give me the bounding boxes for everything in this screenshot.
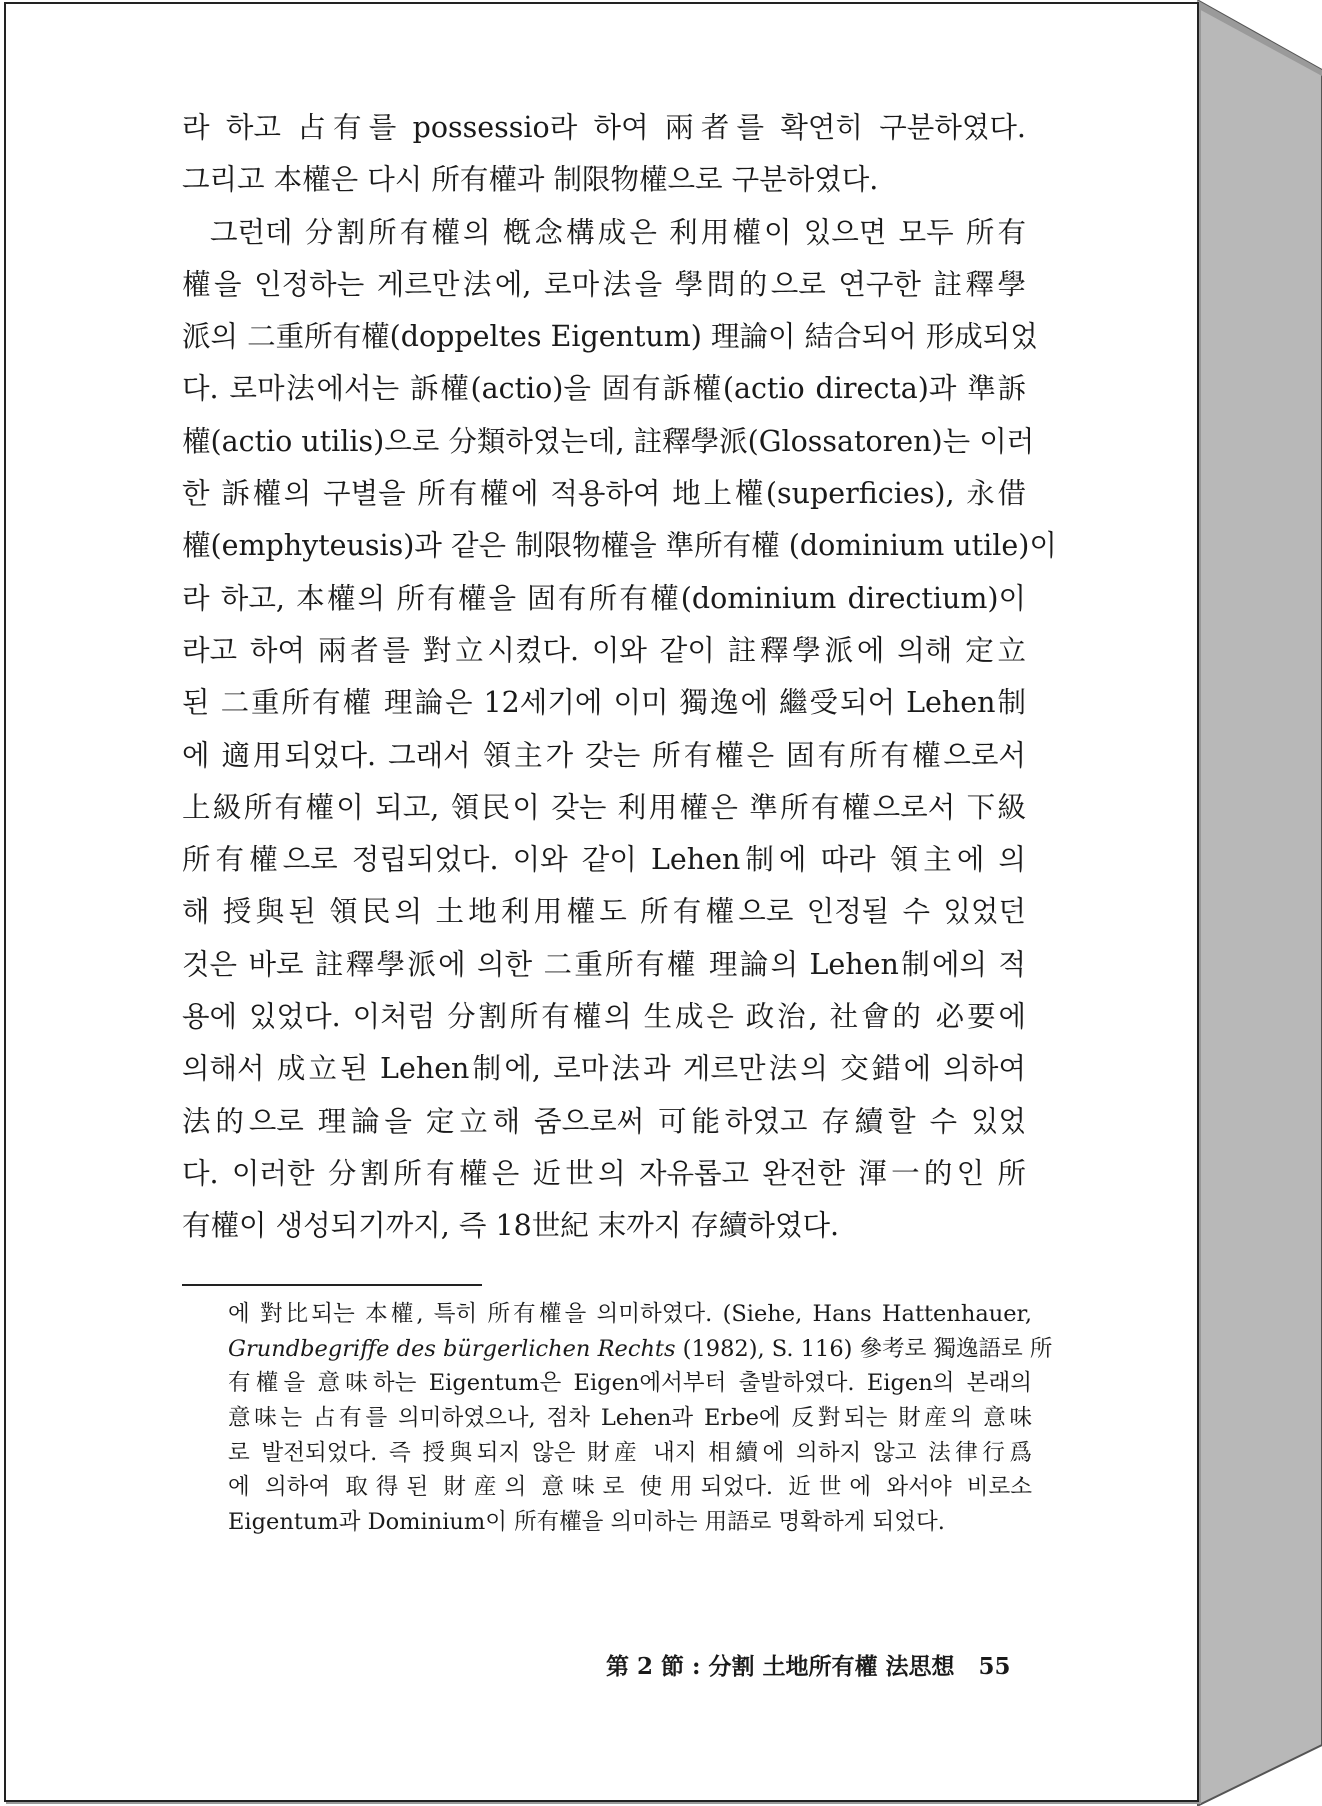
text-line: 의해서 成立된 Lehen制에, 로마法과 게르만法의 交錯에 의하여 [182,1052,1026,1086]
text-line: 된 二重所有權 理論은 12세기에 이미 獨逸에 繼受되어 Lehen制 [182,686,1026,720]
footnote-line: 有權을 意味하는 Eigentum은 Eigen에서부터 출발하였다. Eigen의 본래의 [228,1370,1032,1397]
text-line: 有權이 생성되기까지, 즉 18世紀 末까지 存續하였다. [182,1209,840,1243]
text-line: 다. 이러한 分割所有權은 近世의 자유롭고 완전한 渾一的인 所 [182,1156,1026,1190]
running-footer [606,1648,1011,1681]
text-line: 權(actio utilis)으로 分類하였는데, 註釋學派(Glossatoren)는 이러 [182,424,1035,458]
text-line: 에 適用되었다. 그래서 領主가 갖는 所有權은 固有所有權으로서 [182,738,1026,772]
text-line: 法的으로 理論을 定立해 줌으로써 可能하였고 存續할 수 있었 [182,1104,1026,1138]
page-side-edge [1197,0,1322,1806]
text-line: 派의 二重所有權(doppeltes Eigentum) 理論이 結合되어 形成되었 [182,320,1038,354]
footnote-line: 에 의하여 取得된 財産의 意味로 使用되었다. 近世에 와서야 비로소 [228,1474,1032,1501]
text-line: 그런데 分割所有權의 槪念構成은 利用權이 있으면 모두 所有 [210,215,1026,249]
text-line: 權(emphyteusis)과 같은 制限物權을 準所有權 (dominium utile)이 [182,529,1057,563]
text-line: 라고 하여 兩者를 對立시켰다. 이와 같이 註釋學派에 의해 定立 [182,633,1026,667]
text-line: 한 訴權의 구별을 所有權에 적용하여 地上權(superficies), 永借 [182,477,1026,511]
text-line: 그리고 本權은 다시 所有權과 制限物權으로 구분하였다. [182,163,879,197]
footnote-line: Eigentum과 Dominium이 所有權을 의미하는 用語로 명확하게 되었다. [228,1509,945,1536]
footnote-divider [182,1284,482,1286]
text-line: 다. 로마法에서는 訴權(actio)을 固有訴權(actio directa)과 準訴 [182,372,1026,406]
text-line: 上級所有權이 되고, 領民이 갖는 利用權은 準所有權으로서 下級 [182,790,1026,824]
footnote-line: 에 對比되는 本權, 특히 所有權을 의미하였다. (Siehe, Hans Hattenhauer, [228,1301,1032,1327]
text-line: 라 하고 占有를 possessio라 하여 兩者를 확연히 구분하였다. [182,111,1026,144]
document-page [4,2,1199,1802]
text-line: 해 授與된 領民의 土地利用權도 所有權으로 인정될 수 있었던 [182,895,1026,929]
section-title: 第 2 節 : 分割 土地所有權 法思想 [606,1653,955,1680]
footnote-line: 로 발전되었다. 즉 授與되지 않은 財産 내지 相續에 의하지 않고 法律行爲 [228,1439,1032,1466]
text-line: 權을 인정하는 게르만法에, 로마法을 學問的으로 연구한 註釋學 [182,267,1026,301]
footnote [228,1297,1053,1540]
body-text [182,102,1057,1253]
footnote-line [228,1332,1053,1367]
footnote-line: 意味는 占有를 의미하였으나, 점차 Lehen과 Erbe에 反對되는 財産의 意味 [228,1405,1032,1432]
footnote-line-rest: (1982), S. 116) 參考로 獨逸語로 所 [675,1335,1053,1362]
page-number: 55 [978,1653,1011,1680]
text-line: 것은 바로 註釋學派에 의한 二重所有權 理論의 Lehen制에의 적 [182,947,1026,981]
text-line: 용에 있었다. 이처럼 分割所有權의 生成은 政治, 社會的 必要에 [182,1000,1026,1034]
text-line: 所有權으로 정립되었다. 이와 같이 Lehen制에 따라 領主에 의 [182,843,1026,877]
citation-title: Grundbegriffe des bürgerlichen Rechts [228,1335,676,1362]
text-line: 라 하고, 本權의 所有權을 固有所有權(dominium directium)이 [182,581,1026,615]
